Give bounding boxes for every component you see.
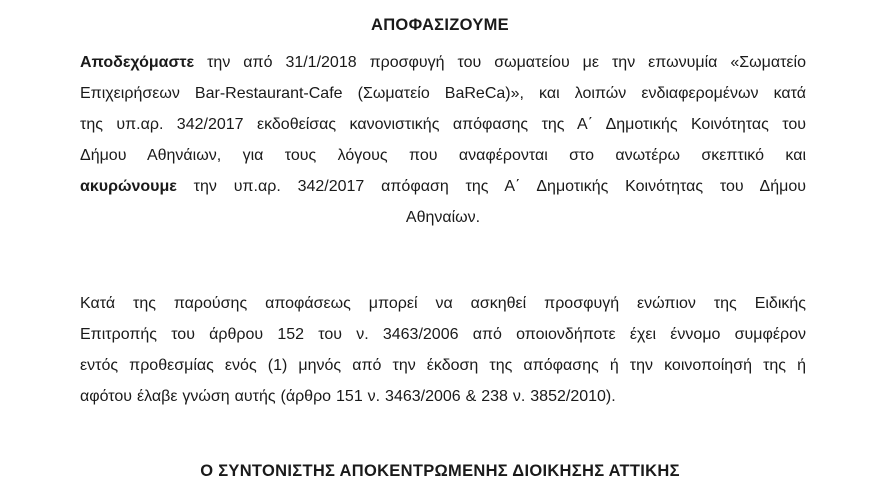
- paragraph-line: αφότου έλαβε γνώση αυτής (άρθρο 151 ν. 3463/2006 & 238 ν. 3852/2010).: [80, 388, 616, 405]
- paragraph-line: Δήμου Αθηνάιων, για τους λόγους που αναφέρονται στο ανωτέρω σκεπτικό και: [80, 147, 806, 164]
- line-text: την υπ.αρ. 342/2017 απόφαση της Α΄ Δημοτικής Κοινότητας του Δήμου: [176, 178, 806, 195]
- paragraph-line: Κατά της παρούσης αποφάσεως μπορεί να ασκηθεί προσφυγή ενώπιον της Ειδικής: [80, 295, 806, 312]
- paragraph-line: [80, 171, 806, 202]
- bold-term-accept: Αποδεχόμαστε: [80, 54, 195, 71]
- paragraph-line: εντός προθεσμίας ενός (1) μηνός από την έκδοση της απόφασης ή την κοινοποίησή της ή: [80, 357, 806, 374]
- paragraph-line: της υπ.αρ. 342/2017 εκδοθείσας κανονιστικής απόφασης της Α΄ Δημοτικής Κοινότητας του: [80, 116, 806, 133]
- appeal-paragraph: [80, 288, 806, 412]
- paragraph-line: Αθηναίων.: [405, 209, 481, 226]
- paragraph-line: Επιτροπής του άρθρου 152 του ν. 3463/2006 από οποιονδήποτε έχει έννομο συμφέρον: [80, 326, 806, 343]
- decision-paragraph: [80, 47, 806, 233]
- decision-heading: ΑΠΟΦΑΣΙΖΟΥΜΕ: [371, 16, 509, 34]
- paragraph-line: [80, 47, 806, 78]
- bold-term-annul: ακυρώνουμε: [80, 178, 177, 195]
- paragraph-line: Επιχειρήσεων Bar-Restaurant-Cafe (Σωματείο BaReCa)», και λοιπών ενδιαφερομένων κατά: [80, 85, 806, 102]
- signatory-heading: Ο ΣΥΝΤΟΝΙΣΤΗΣ ΑΠΟΚΕΝΤΡΩΜΕΝΗΣ ΔΙΟΙΚΗΣΗΣ ΑΤΤΙΚΗΣ: [200, 462, 680, 480]
- line-text: την από 31/1/2018 προσφυγή του σωματείου με την επωνυμία «Σωματείο: [194, 54, 806, 71]
